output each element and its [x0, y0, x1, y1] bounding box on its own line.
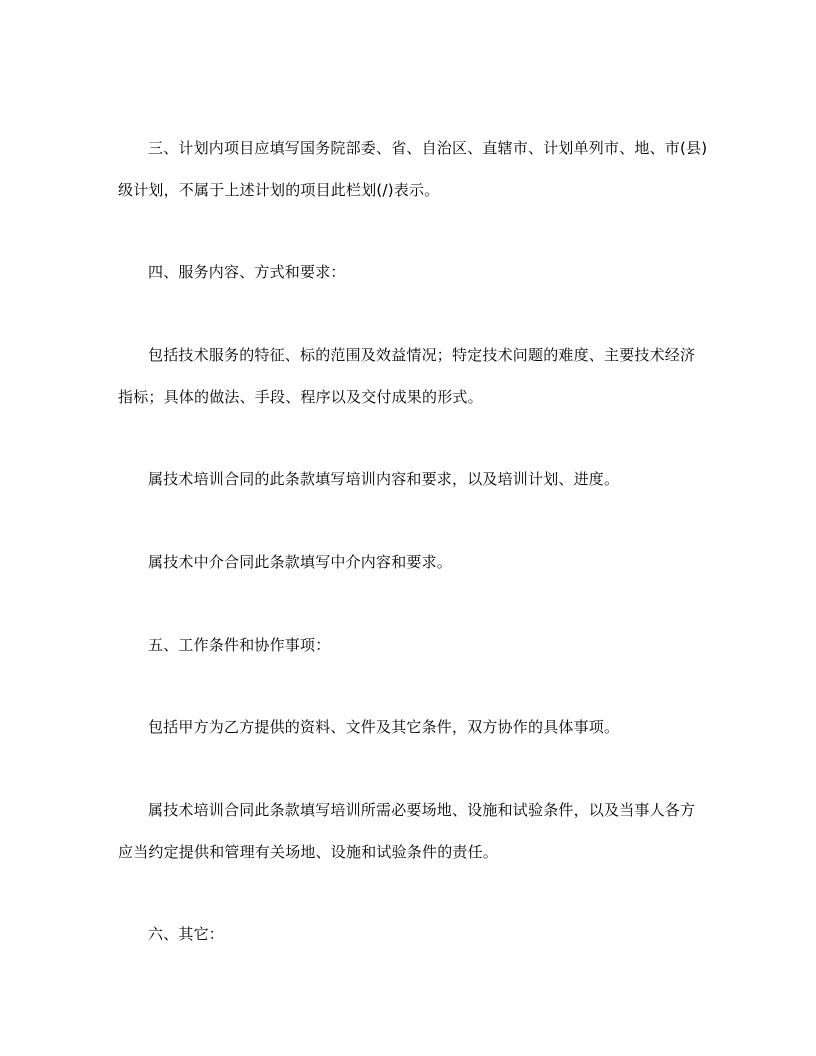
paragraph-provided-materials: 包括甲方为乙方提供的资料、文件及其它条件，双方协作的具体事项。 — [148, 718, 620, 736]
heading-service-content: 四、服务内容、方式和要求： — [148, 263, 346, 281]
paragraph-training-contract: 属技术培训合同的此条款填写培训内容和要求，以及培训计划、进度。 — [148, 470, 620, 488]
heading-work-conditions: 五、工作条件和协作事项： — [148, 636, 331, 654]
paragraph-service-details: 包括技术服务的特征、标的范围及效益情况；特定技术问题的难度、主要技术经济指标；具体的做法、手段、程序以及交付成果的形式。 — [118, 346, 696, 406]
paragraph-training-facilities: 属技术培训合同此条款填写培训所需必要场地、设施和试验条件，以及当事人各方应当约定提供和管理有关场地、设施和试验条件的责任。 — [118, 801, 696, 861]
heading-other: 六、其它： — [148, 925, 225, 943]
paragraph-intermediary-contract: 属技术中介合同此条款填写中介内容和要求。 — [148, 553, 453, 571]
paragraph-plan-items: 三、计划内项目应填写国务院部委、省、自治区、直辖市、计划单列市、地、市(县)级计划，不属于上述计划的项目此栏划(/)表示。 — [118, 139, 708, 199]
